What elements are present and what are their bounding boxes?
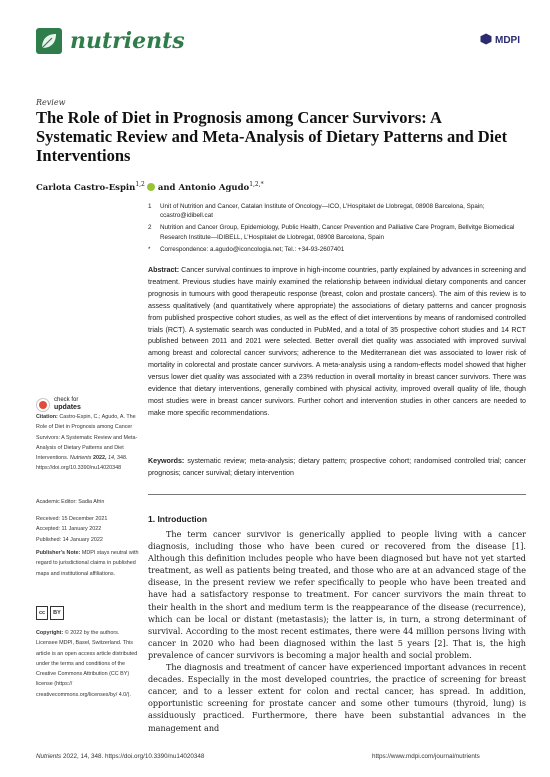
citation-block: [36, 412, 140, 474]
dates-block: [36, 514, 140, 545]
article-title: The Role of Diet in Prognosis among Cancer Survivors: A Systematic Review and Meta-Analysis of Dietary Patterns and Diet Interventions: [36, 108, 508, 165]
keywords-text: systematic review; meta-analysis; dietary pattern; prospective cohort; randomised controlled trial; cancer prognosis; cancer survival; dietary intervention: [148, 457, 526, 477]
citation-label: Citation:: [36, 414, 58, 420]
author-name[interactable]: Carlota Castro-Espin: [36, 182, 136, 193]
divider: [148, 494, 526, 495]
citation-text: Castro-Espin, C.; Agudo, A. The Role of Diet in Prognosis among Cancer Survivors: A Systematic Review and Meta-Analysis of Dietary Patterns and Diet Interventions.: [36, 414, 138, 462]
journal-name: nutrients: [70, 28, 185, 54]
citation-doi[interactable]: 348. https://doi.org/10.3390/nu14020348: [36, 455, 128, 472]
published-date: Published: 14 January 2022: [36, 536, 103, 543]
affiliation-item: [148, 223, 528, 241]
cc-icon: cc: [36, 606, 48, 620]
affiliation-item: [148, 245, 528, 254]
paragraph: The term cancer survivor is generically applied to people living with a cancer diagnosis, including those who have been cured or recovered from the disease [1]. Although this definition includes people who have been diagnosed but have not yet started treatment, as well as patients being treated, and those who are at an advanced stage of the disease, in the present review we refer specifically to people who have been treated and have had a satisfactory response to treatment. For cancer survivors the main threat to their health in the short and medium term is the reappearance of the disease (recurrence), which can be local or distant (metastasis); the latter is, in turn, a strong determinant of survival. According to the most recent estimates, there were 44 million persons living with cancer in 2020 who had been diagnosed within the last 5 years [2]. That is, the high prevalence of cancer survivors is becoming a major health and social problem.: [148, 529, 526, 660]
affiliation-text: Nutrition and Cancer Group, Epidemiology, Public Health, Cancer Prevention and Palliative Care Program, Bellvitge Biomedical Research Institute—IDIBELL, L’Hospitalet de Llobregat, 08908 Barcelona, Spain: [160, 224, 515, 241]
affiliation-mark: 1: [148, 203, 152, 210]
publisher-logo: [480, 28, 520, 47]
mdpi-icon: [480, 33, 492, 45]
by-icon: BY: [50, 606, 64, 620]
orcid-icon[interactable]: [147, 183, 155, 191]
citation-volume: 14,: [107, 455, 116, 462]
check-for-updates-button[interactable]: [36, 394, 81, 413]
affiliation-marks: 1,2: [135, 181, 145, 188]
citation-year: 2022,: [92, 455, 107, 462]
received-date: Received: 15 December 2021: [36, 516, 108, 522]
academic-editor: Academic Editor: Sadia Afrin: [36, 499, 105, 505]
paragraph: The diagnosis and treatment of cancer have experienced important advances in recent decades. Especially in the most developed countries, the practice of screening for breast cancer, and to a lesser extent for colon and rectal cancer, has spread. In addition, opportunistic screening for prostate cancer and some other tumours (thyroid, lung) is assiduously practiced. Furthermore, there have been substantial advances in the management and: [148, 662, 526, 733]
author-list: [36, 181, 264, 193]
copyright-label: Copyright:: [36, 630, 64, 636]
copyright-block: [36, 628, 140, 700]
author-name[interactable]: Antonio Agudo: [178, 182, 250, 193]
abstract-text: Cancer survival continues to improve in high-income countries, partly explained by advances in screening and treatment. Previous studies have mainly examined the relationship between individual dietary components and cancer prognosis in tumours with good therapeutic response (breast, colon and prostate cancers). The aim of this review is to assess qualitatively (and quantitatively where appropriate) the associations of dietary patterns and cancer prognosis from published prospective cohort studies, as well as the effect of diet interventions by means of randomised controlled trials (RCT). A systematic search was conducted in PubMed, and a total of 35 prospective cohort studies and 14 RCT published between 2011 and 2021 were selected. Better overall diet quality was associated with improved survival among breast and colorectal cancer survivors; adherence to the Mediterranean diet was associated to lower risk of mortality in colorectal and prostate cancer survivors. A meta-analysis using a random-effects model showed that higher versus lower diet quality was associated with a 23% reduction in overall mortality in breast cancer survivors. There was evidence that dietary interventions, generally combined with physical activity, improved overall quality of life, though most studies were in breast cancer survivors. Further cohort and intervention studies in other cancers are needed to make more specific recommendations.: [148, 266, 526, 417]
footer-journal-url[interactable]: https://www.mdpi.com/journal/nutrients: [372, 753, 480, 760]
affiliation-text: Unit of Nutrition and Cancer, Catalan Institute of Oncology—ICO, L’Hospitalet de Llobregat, 08908 Barcelona, Spain; ccastro@idibell.cat: [160, 203, 485, 220]
affiliation-mark: *: [148, 245, 151, 253]
article-type: Review: [36, 98, 66, 107]
publisher-note-label: Publisher’s Note:: [36, 550, 81, 556]
affiliation-item: [148, 202, 528, 220]
correspondence-text: Correspondence: a.agudo@iconcologia.net; Tel.: +34-93-2607401: [160, 245, 345, 253]
license-badge[interactable]: [36, 606, 140, 624]
introduction-body: [148, 528, 526, 734]
journal-logo-icon: [36, 28, 62, 54]
check-updates-icon: [36, 398, 50, 412]
publisher-note-text: MDPI stays neutral with regard to jurisdictional claims in published maps and institutional affiliations.: [36, 550, 139, 577]
keywords: [148, 456, 526, 480]
abstract-label: Abstract:: [148, 266, 180, 274]
affiliation-marks: 1,2,*: [249, 181, 264, 188]
check-updates-label: check for updates: [54, 397, 81, 411]
publisher-name: MDPI: [495, 35, 520, 46]
footer-citation: [36, 753, 204, 760]
conjunction: and: [157, 182, 176, 193]
citation-journal: Nutrients: [69, 455, 92, 462]
footer-doi[interactable]: 2022, 14, 348. https://doi.org/10.3390/nu14020348: [62, 753, 205, 760]
affiliations: [148, 202, 528, 257]
publisher-note: [36, 548, 140, 579]
section-heading: 1. Introduction: [148, 514, 208, 524]
affiliation-mark: 2: [148, 224, 152, 232]
copyright-text: © 2022 by the authors. Licensee MDPI, Basel, Switzerland. This article is an open access article distributed under the terms and conditions of the Creative Commons Attribution (CC BY) license (https:// creativecommons.org/licenses/by/ 4.0/).: [36, 630, 138, 698]
accepted-date: Accepted: 11 January 2022: [36, 526, 102, 533]
abstract: [148, 265, 526, 420]
footer-journal: Nutrients: [36, 753, 62, 760]
keywords-label: Keywords:: [148, 457, 185, 465]
